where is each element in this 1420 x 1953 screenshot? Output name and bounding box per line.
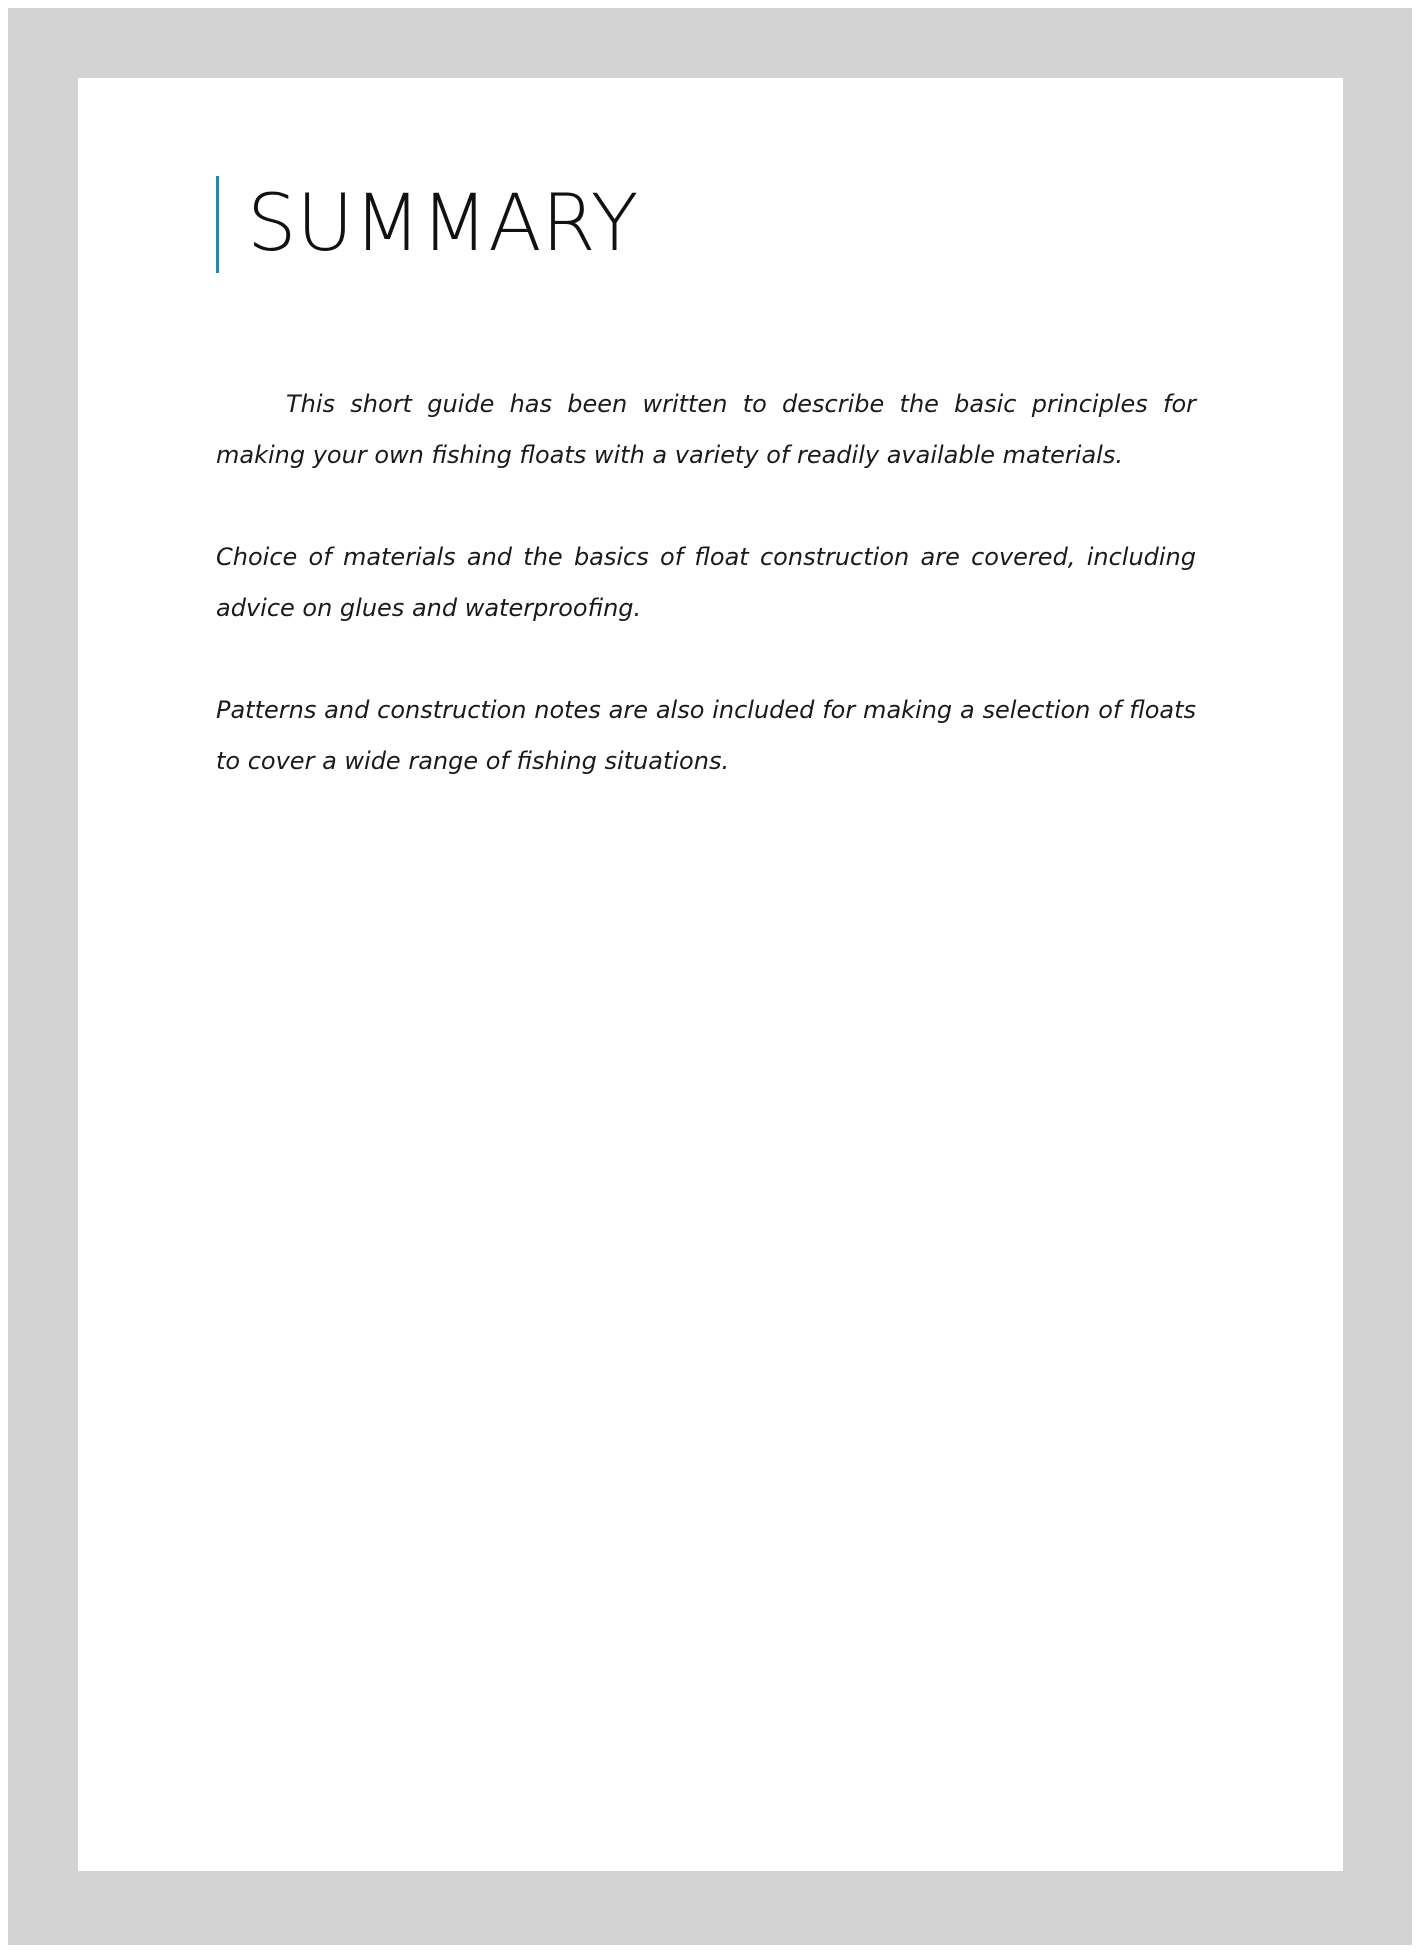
- heading-accent-bar: [216, 176, 219, 273]
- summary-paragraph-3: Patterns and construction notes are also included for making a selection of floats to cover a wide range of fishing situations.: [216, 696, 1196, 775]
- summary-body: [216, 379, 1196, 838]
- summary-paragraph-1: This short guide has been written to describe the basic principles for making your own fishing floats with a variety of readily available materials.: [216, 390, 1196, 469]
- document-viewer-background: [8, 8, 1412, 1945]
- page-title: SUMMARY: [247, 179, 639, 269]
- heading-block: [216, 176, 638, 273]
- document-page: [78, 78, 1343, 1871]
- summary-paragraph-2: Choice of materials and the basics of float construction are covered, including advice on glues and waterproofing.: [216, 543, 1196, 622]
